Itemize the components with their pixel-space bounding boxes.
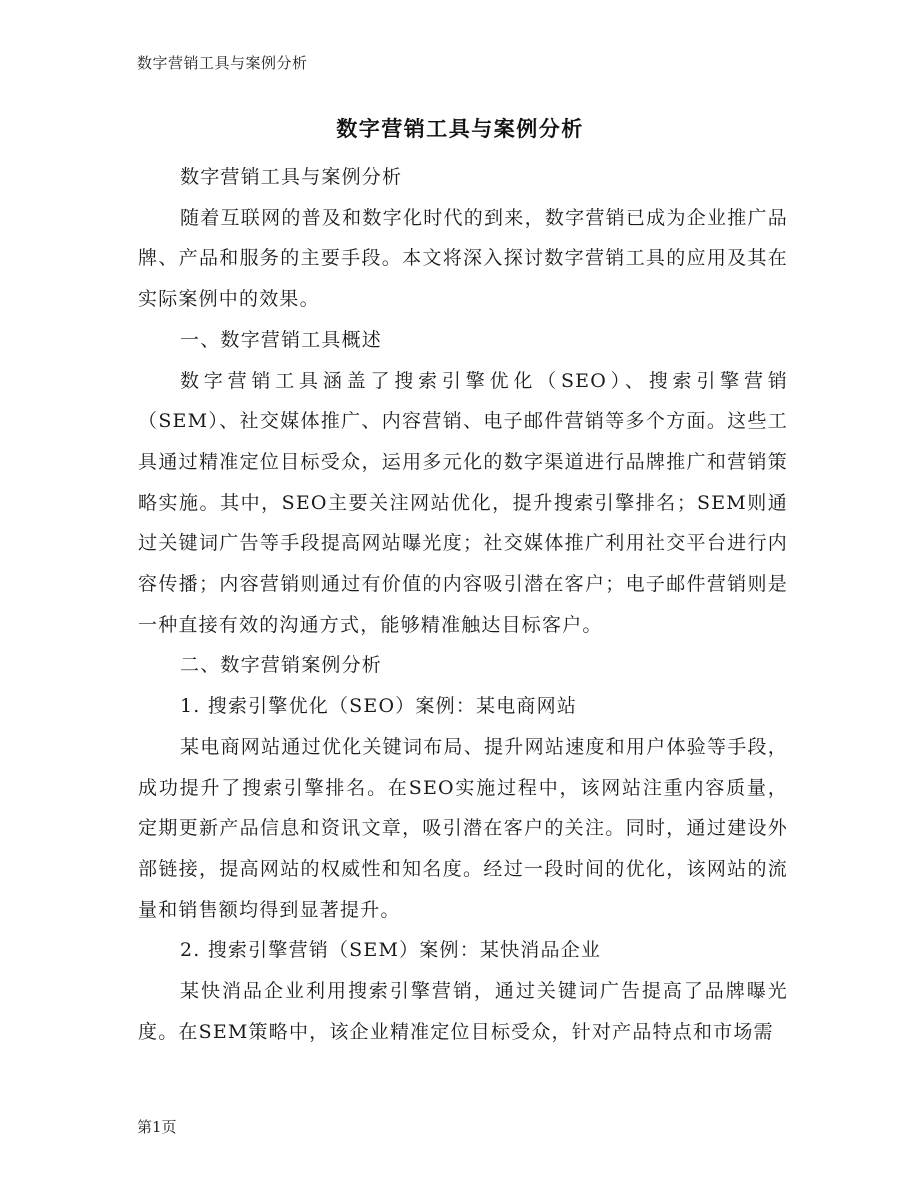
section-heading-tools-overview: 一、数字营销工具概述 (180, 328, 383, 351)
document-title: 数字营销工具与案例分析 (336, 116, 584, 141)
subheading-seo-case: 1. 搜索引擎优化（SEO）案例：某电商网站 (180, 695, 578, 718)
running-header: 数字营销工具与案例分析 (137, 54, 308, 72)
subheading-sem-case: 2. 搜索引擎营销（SEM）案例：某快消品企业 (180, 939, 602, 962)
paragraph-subtitle: 数字营销工具与案例分析 (180, 166, 403, 188)
paragraph-seo-case: 某电商网站通过优化关键词布局、提升网站速度和用户体验等手段，成功提升了搜索引擎排名。在SEO实施过程中，该网站注重内容质量，定期更新产品信息和资讯文章，吸引潜在客户的关注。同时，通过建设外部链接，提高网站的权威性和知名度。经过一段时间的优化，该网站的流量和销售额均得到显著提升。 (138, 735, 788, 921)
document-body (138, 157, 788, 1052)
header-divider (128, 82, 792, 83)
page-number: 第1页 (137, 1118, 177, 1136)
paragraph-intro: 随着互联网的普及和数字化时代的到来，数字营销已成为企业推广品牌、产品和服务的主要手段。本文将深入探讨数字营销工具的应用及其在实际案例中的效果。 (138, 206, 788, 311)
paragraph-tools-overview: 数字营销工具涵盖了搜索引擎优化（SEO）、搜索引擎营销（SEM）、社交媒体推广、内容营销、电子邮件营销等多个方面。这些工具通过精准定位目标受众，运用多元化的数字渠道进行品牌推广和营销策略实施。其中，SEO主要关注网站优化，提升搜索引擎排名；SEM则通过关键词广告等手段提高网站曝光度；社交媒体推广利用社交平台进行内容传播；内容营销则通过有价值的内容吸引潜在客户；电子邮件营销则是一种直接有效的沟通方式，能够精准触达目标客户。 (138, 369, 788, 636)
section-heading-case-analysis: 二、数字营销案例分析 (180, 654, 383, 677)
paragraph-sem-case: 某快消品企业利用搜索引擎营销，通过关键词广告提高了品牌曝光度。在SEM策略中，该企业精准定位目标受众，针对产品特点和市场需 (138, 980, 788, 1043)
